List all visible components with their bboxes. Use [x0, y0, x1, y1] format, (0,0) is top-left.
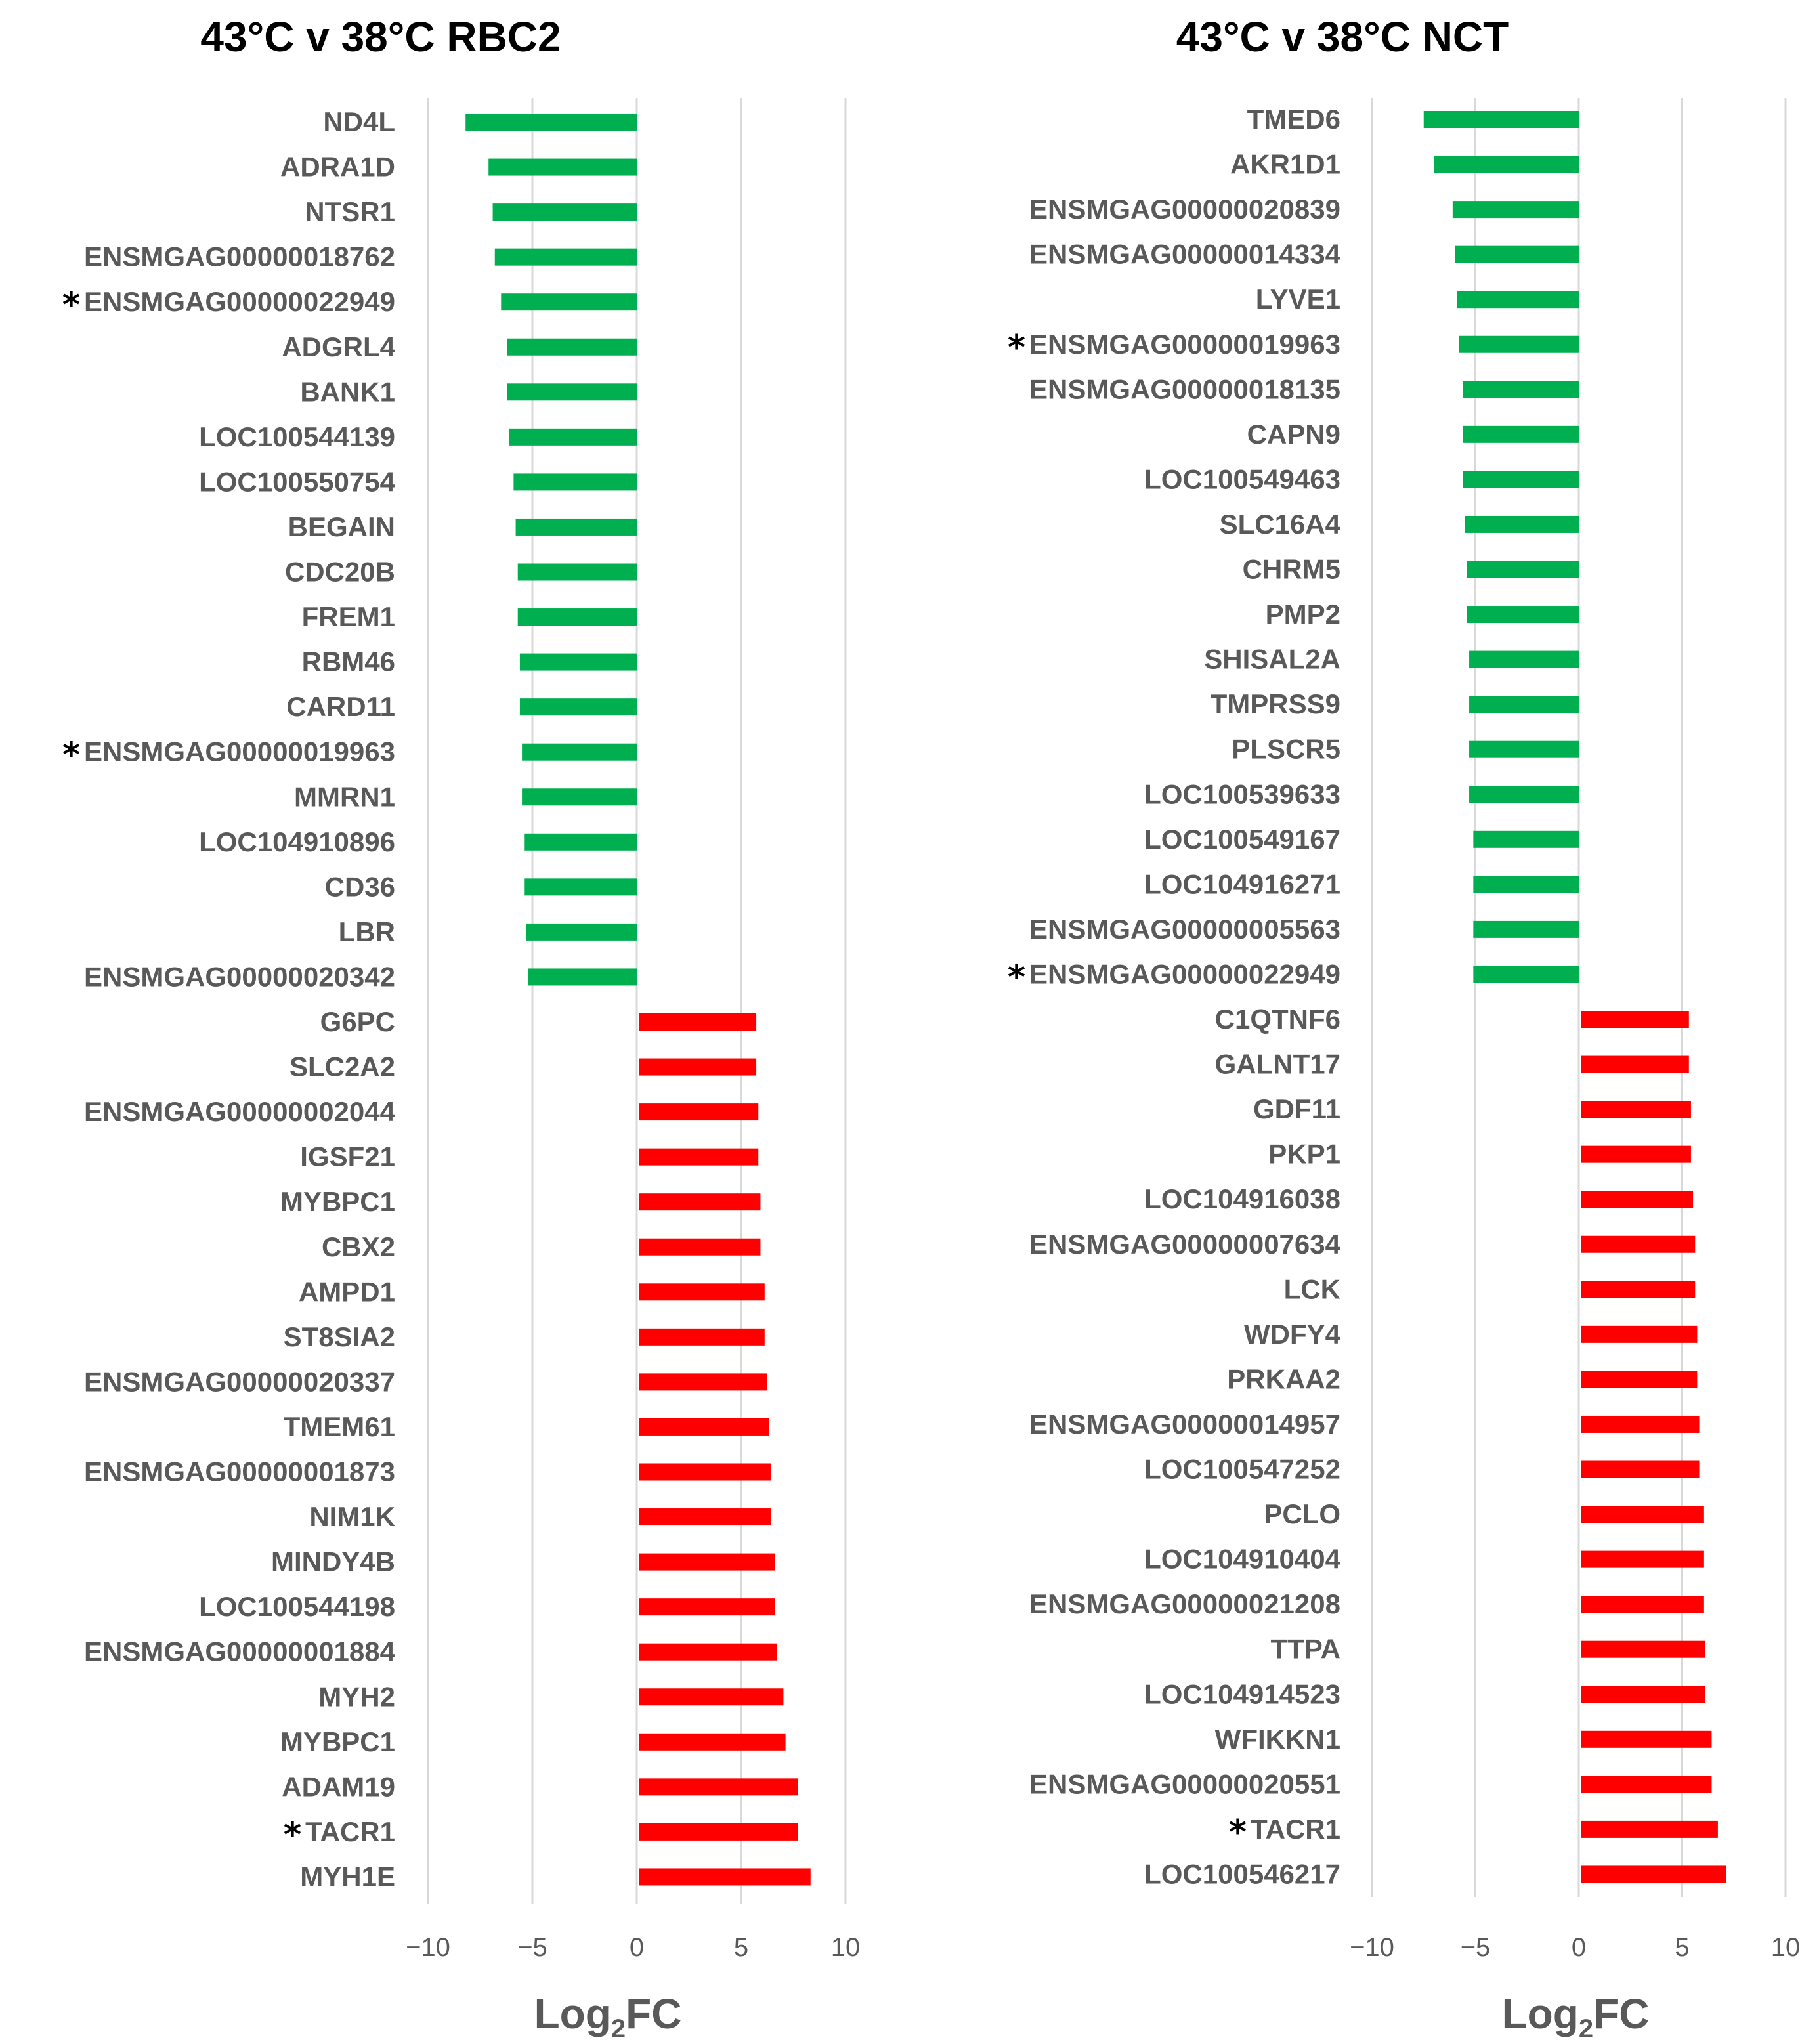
bar [1473, 876, 1579, 893]
bar [639, 1778, 798, 1795]
gene-label: TMPRSS9 [1210, 689, 1340, 720]
bar [639, 1554, 775, 1571]
bar [1581, 1551, 1704, 1568]
bar [1581, 1686, 1705, 1703]
gene-label: LYVE1 [1255, 284, 1340, 315]
x-tick-label: 10 [830, 1933, 861, 1962]
gene-label: GALNT17 [1214, 1048, 1340, 1080]
x-axis-label: Log$_2$FC [534, 1990, 682, 2043]
bar [1473, 831, 1579, 848]
bar [1467, 561, 1579, 578]
gene-label: ENSMGAG00000019963 [1029, 328, 1340, 360]
gene-label: AKR1D1 [1230, 148, 1340, 180]
bar [639, 1373, 767, 1390]
bar [1581, 1281, 1695, 1298]
bar [1581, 1461, 1700, 1478]
bar [528, 968, 637, 985]
gene-label: ENSMGAG00000022949 [1029, 958, 1340, 990]
gene-label: LOC100546217 [1144, 1858, 1340, 1890]
gene-label: ENSMGAG00000020839 [1029, 194, 1340, 225]
gene-label: WDFY4 [1244, 1318, 1340, 1350]
bar [639, 1598, 775, 1615]
bar [522, 744, 637, 761]
bar [639, 1868, 811, 1885]
bar [1581, 1101, 1691, 1118]
gene-label: CDC20B [284, 556, 395, 587]
bar [1463, 426, 1579, 443]
bar [1581, 1011, 1689, 1028]
gene-label: ENSMGAG00000014957 [1029, 1408, 1340, 1439]
bar [639, 1418, 769, 1436]
gene-label: ENSMGAG00000020551 [1029, 1768, 1340, 1800]
gene-label: ENSMGAG00000001884 [84, 1636, 395, 1667]
bar [639, 1464, 771, 1481]
bar [516, 519, 637, 536]
gene-label: CBX2 [321, 1231, 395, 1262]
bar [526, 924, 637, 941]
bar [1457, 291, 1579, 308]
gene-label: NIM1K [309, 1501, 395, 1533]
gene-label: TACR1 [1251, 1813, 1340, 1844]
bar [522, 788, 637, 805]
gene-label: PLSCR5 [1232, 733, 1340, 765]
gene-label: MINDY4B [270, 1546, 395, 1577]
asterisk-marker: * [1007, 328, 1026, 368]
x-tick-label: −10 [406, 1933, 450, 1962]
x-axis-label: Log$_2$FC [1501, 1990, 1650, 2043]
bar [518, 564, 637, 581]
bar [1467, 606, 1579, 623]
gene-label: LOC100544198 [199, 1591, 395, 1623]
x-tick-label: 5 [733, 1933, 749, 1962]
bar [1469, 741, 1579, 758]
bar [1581, 1146, 1691, 1163]
bar [1465, 516, 1579, 533]
bar [1469, 651, 1579, 668]
bar [639, 1193, 760, 1210]
gene-label: PKP1 [1268, 1138, 1340, 1170]
bar [1581, 1776, 1711, 1793]
gene-label: C1QTNF6 [1214, 1004, 1340, 1034]
bar [1455, 246, 1579, 263]
bar [639, 1329, 765, 1346]
gene-label: LOC104910404 [1144, 1543, 1340, 1575]
gene-label: BANK1 [300, 376, 395, 408]
gene-label: BEGAIN [288, 511, 395, 542]
gene-label: ADRA1D [280, 151, 395, 182]
gene-label: LCK [1283, 1273, 1340, 1305]
bar [1581, 1371, 1697, 1388]
gene-label: LOC104914523 [1144, 1678, 1340, 1710]
gene-label: CARD11 [286, 691, 395, 723]
bar [1581, 1641, 1705, 1658]
x-tick-label: 0 [1571, 1933, 1587, 1962]
bar [495, 249, 637, 266]
gene-label: CD36 [324, 871, 395, 903]
bar [501, 293, 637, 310]
bar [1581, 1596, 1704, 1613]
gene-label: G6PC [320, 1006, 395, 1037]
asterisk-marker: * [283, 1815, 302, 1855]
bar [1463, 471, 1579, 488]
asterisk-marker: * [1007, 958, 1026, 998]
gene-label: LOC100547252 [1144, 1453, 1340, 1485]
x-tick-label: 5 [1675, 1933, 1690, 1962]
gene-label: GDF11 [1253, 1094, 1340, 1125]
gene-label: ENSMGAG00000007634 [1029, 1228, 1340, 1260]
bar [1453, 201, 1579, 218]
bar [639, 1149, 758, 1166]
bar [639, 1283, 765, 1300]
gene-label: IGSF21 [300, 1141, 395, 1172]
gene-label: ND4L [323, 106, 395, 137]
gene-label: ENSMGAG00000021208 [1029, 1588, 1340, 1620]
gene-label: SLC16A4 [1219, 508, 1340, 540]
gene-label: CHRM5 [1242, 553, 1340, 585]
gene-label: ENSMGAG00000022949 [84, 286, 395, 318]
gene-label: LOC100549167 [1144, 823, 1340, 855]
x-tick-label: −5 [1460, 1933, 1491, 1962]
bar [524, 878, 637, 895]
bar [1463, 381, 1579, 398]
gene-label: ENSMGAG00000002044 [84, 1096, 395, 1128]
gene-label: LOC104916271 [1144, 868, 1340, 900]
gene-label: ENSMGAG00000018135 [1029, 373, 1340, 405]
bar [1434, 156, 1579, 173]
bar [507, 339, 637, 356]
chart-nct [919, 0, 1800, 2044]
chart-title: 43°C v 38°C RBC2 [200, 13, 561, 60]
gene-label: SLC2A2 [289, 1051, 395, 1082]
bar [1581, 1506, 1704, 1523]
bar [1469, 696, 1579, 713]
bar [1469, 786, 1579, 803]
bar [1473, 921, 1579, 938]
bar [488, 159, 637, 176]
bar [518, 608, 637, 626]
gene-label: NTSR1 [305, 196, 395, 228]
bar [1473, 966, 1579, 983]
bar [639, 1688, 783, 1705]
gene-label: LOC100549463 [1144, 463, 1340, 495]
gene-label: SHISAL2A [1204, 643, 1340, 675]
gene-label: AMPD1 [298, 1276, 395, 1308]
bar [639, 1013, 756, 1031]
bar [1581, 1416, 1700, 1433]
gene-label: MYBPC1 [280, 1186, 395, 1218]
gene-label: TTPA [1270, 1633, 1340, 1665]
bar [493, 203, 637, 221]
gene-label: RBM46 [301, 646, 395, 677]
gene-label: LOC100544139 [199, 421, 395, 452]
bar [509, 429, 637, 446]
bar [639, 1239, 760, 1256]
gene-label: ENSMGAG00000020337 [84, 1366, 395, 1397]
gene-label: MMRN1 [294, 781, 395, 813]
bar [513, 473, 637, 490]
x-tick-label: 10 [1770, 1933, 1800, 1962]
gene-label: LOC104910896 [199, 826, 395, 857]
bar [1581, 1821, 1718, 1838]
gene-label: ENSMGAG00000018762 [84, 241, 395, 272]
gene-label: LOC100550754 [199, 466, 395, 498]
gene-label: MYBPC1 [280, 1726, 395, 1757]
bar [520, 698, 637, 715]
bar [1581, 1056, 1689, 1073]
gene-label: PCLO [1264, 1499, 1340, 1530]
asterisk-marker: * [62, 735, 81, 775]
asterisk-marker: * [62, 286, 81, 326]
bar [1459, 336, 1579, 353]
gene-label: TMED6 [1247, 104, 1340, 135]
bar [1581, 1191, 1693, 1208]
x-tick-label: −10 [1350, 1933, 1394, 1962]
bar [1581, 1236, 1695, 1253]
bar [1424, 111, 1579, 128]
gene-label: MYH2 [318, 1681, 395, 1713]
gene-label: TMEM61 [283, 1411, 395, 1442]
bar [524, 834, 637, 851]
bar [465, 114, 637, 131]
bar [639, 1734, 786, 1751]
gene-label: LOC104916038 [1144, 1183, 1340, 1215]
gene-label: ENSMGAG00000019963 [84, 736, 395, 767]
gene-label: PRKAA2 [1227, 1363, 1340, 1395]
x-tick-label: −5 [517, 1933, 547, 1962]
gene-label: ENSMGAG00000014334 [1029, 238, 1340, 270]
bar [639, 1823, 798, 1841]
gene-label: TACR1 [305, 1816, 395, 1847]
gene-label: ADAM19 [282, 1771, 395, 1802]
gene-label: ENSMGAG00000020342 [84, 961, 395, 992]
chart-nct-svg [919, 0, 1800, 2044]
gene-label: LOC100539633 [1144, 778, 1340, 810]
bar [1581, 1731, 1711, 1748]
gene-label: ADGRL4 [282, 331, 395, 362]
bar [507, 383, 637, 400]
gene-label: CAPN9 [1247, 418, 1340, 450]
gene-label: ENSMGAG00000001873 [84, 1456, 395, 1487]
gene-label: PMP2 [1265, 599, 1340, 630]
asterisk-marker: * [1228, 1812, 1247, 1852]
bar [639, 1103, 758, 1120]
bar [1581, 1326, 1697, 1343]
bar [639, 1644, 777, 1661]
gene-label: LBR [338, 916, 395, 947]
gene-label: WFIKKN1 [1214, 1723, 1340, 1755]
gene-label: ENSMGAG00000005563 [1029, 913, 1340, 945]
bar [1581, 1865, 1726, 1883]
x-tick-label: 0 [629, 1933, 645, 1962]
gene-label: FREM1 [301, 601, 395, 633]
bar [520, 654, 637, 671]
bar [639, 1059, 756, 1076]
bar [639, 1508, 771, 1525]
chart-title: 43°C v 38°C NCT [1176, 13, 1509, 60]
gene-label: ST8SIA2 [283, 1321, 395, 1352]
gene-label: MYH1E [300, 1861, 395, 1892]
